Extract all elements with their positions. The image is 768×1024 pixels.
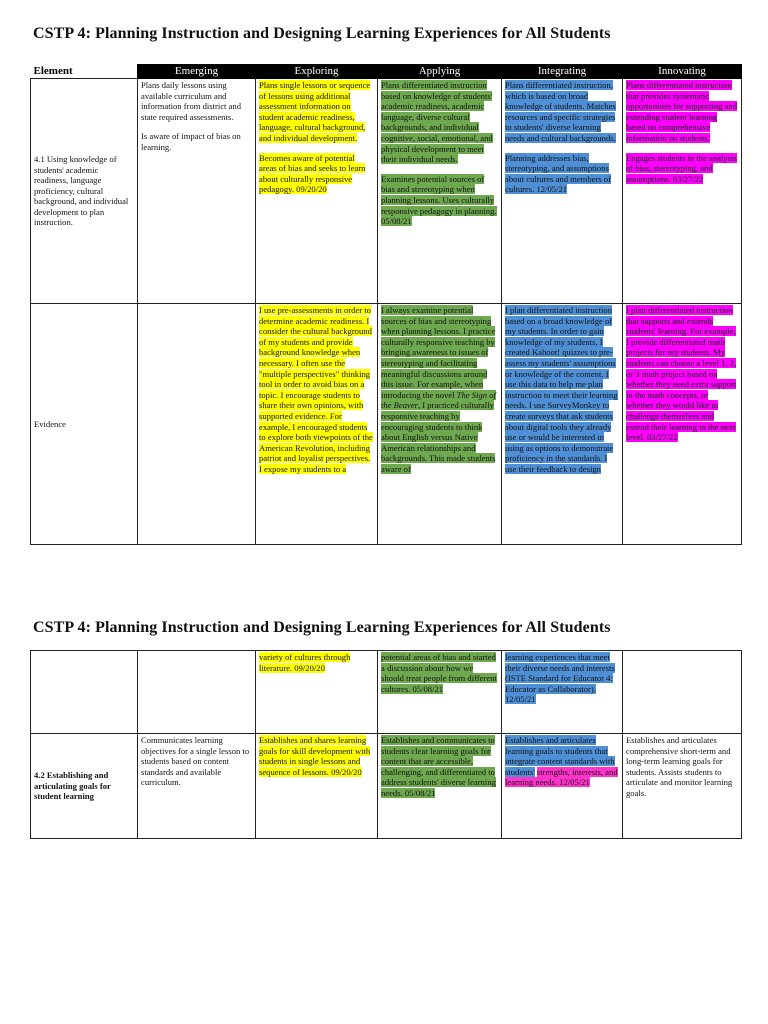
row-label-continued: [31, 651, 138, 734]
row-label-evidence: Evidence: [31, 304, 138, 545]
column-header-innovating: Innovating: [623, 65, 742, 79]
table-row-evidence-continued: [31, 651, 742, 734]
cell-applying-evidence: I always examine potential sources of bias and stereotyping when planning lessons. I practice culturally responsive teaching by bringing awareness to issues of stereotyping and facilitating meaningful discussions around this issue. For example, when introducing the novel The Sign of the Beaver, I practiced culturally responsive teaching by encouraging students to think about English versus Native American relationships and backgrounds. This made students aware of: [378, 304, 502, 545]
cell-emerging-continued: [138, 651, 256, 734]
cell-emerging-evidence: [138, 304, 256, 545]
rubric-table-1: [30, 64, 742, 545]
cell-emerging-4-1: Plans daily lessons using available curriculum and information from district and state required assessments. Is aware of impact of bias on learning.: [138, 79, 256, 304]
cell-integrating-4-1: Plans differentiated instruction, which is based on broad knowledge of students. Matches resources and specific strategies to students' diverse learning needs and cultural backgrounds. Planning addresses bias, stereotyping, and assumptions about cultures and members of cultures. 12/05/21: [502, 79, 623, 304]
cell-integrating-4-2: Establishes and articulates learning goals to students that integrate content standards with students' strengths, interests, and learning needs. 12/05/21: [502, 734, 623, 839]
cell-applying-continued: potential areas of bias and started a discussion about how we should treat people from different cultures. 05/08/21: [378, 651, 502, 734]
cell-innovating-4-1: Plans differentiated instruction that provides systematic opportunities for supporting and extending student learning based on comprehensive information on students. Engages students in the analysis of bias, stereotyping, and assumptions. 03/27/22: [623, 79, 742, 304]
row-label-4-2: 4.2 Establishing and articulating goals for student learning: [31, 734, 138, 839]
element-header: Element: [31, 65, 138, 79]
row-label-4-1: 4.1 Using knowledge of students' academic readiness, language proficiency, cultural background, and individual development to plan instruction.: [31, 79, 138, 304]
cell-applying-4-1: Plans differentiated instruction based on knowledge of students' academic readiness, academic language, diverse cultural backgrounds, and individual cognitive, social, emotional, and physical development to meet their individual needs. Examines potential sources of bias and stereotyping when planning lessons. Uses culturally responsive pedagogy in planning. 05/08/21: [378, 79, 502, 304]
cell-innovating-continued: [623, 651, 742, 734]
cell-exploring-4-1: Plans single lessons or sequence of lessons using additional assessment information on student academic readiness, language, cultural background, and individual development. Becomes aware of potential areas of bias and seeks to learn about culturally responsive pedagogy. 09/20/20: [256, 79, 378, 304]
column-header-applying: Applying: [378, 65, 502, 79]
table-row-4-2: [31, 734, 742, 839]
page-title-continued: CSTP 4: Planning Instruction and Designing Learning Experiences for All Students: [33, 619, 611, 636]
column-header-integrating: Integrating: [502, 65, 623, 79]
cell-integrating-continued: learning experiences that meet their diverse needs and interests (ISTE Standard for Educator 4: Educator as Collaborator). 12/05/21: [502, 651, 623, 734]
cell-innovating-evidence: I plan differentiated instruction that supports and extends students' learning. For example, I provide differentiated math projects for my students. My students can choose a level 1, 2, or 3 math project based on whether they need extra support in the math concepts, or whether they would like to challenge themselves and extend their learning to the next level. 03/27/22: [623, 304, 742, 545]
rubric-table-2: [30, 650, 742, 839]
cell-emerging-4-2: Communicates learning objectives for a single lesson to students based on content standards and available curriculum.: [138, 734, 256, 839]
cell-exploring-evidence: I use pre-assessments in order to determine academic readiness. I consider the cultural background of my students and provide background knowledge when necessary. I often use the "multiple perspectives" thinking tool in order to avoid bias on a topic. I encourage students to share their own opinions, with supported evidence. For example, I encouraged students to explore both viewpoints of the American Revolution, including patriot and loyalist perspectives. I expose my students to a: [256, 304, 378, 545]
cell-innovating-4-2: Establishes and articulates comprehensive short-term and long-term learning goals for students. Assists students to articulate and monitor learning goals.: [623, 734, 742, 839]
table-row-4-1: [31, 79, 742, 304]
cell-applying-4-2: Establishes and communicates to students clear learning goals for content that are accessible, challenging, and differentiated to address students' diverse learning needs. 05/08/21: [378, 734, 502, 839]
table-row-evidence: [31, 304, 742, 545]
cell-exploring-4-2: Establishes and shares learning goals for skill development with students in single lessons and sequence of lessons. 09/20/20: [256, 734, 378, 839]
page-title: CSTP 4: Planning Instruction and Designing Learning Experiences for All Students: [33, 25, 611, 42]
column-header-exploring: Exploring: [256, 65, 378, 79]
column-header-emerging: Emerging: [138, 65, 256, 79]
cell-exploring-continued: variety of cultures through literature. 09/20/20: [256, 651, 378, 734]
cell-integrating-evidence: I plan differentiated instruction based on a broad knowledge of my students. In order to gain knowledge of my students, I created Kahoot! quizzes to pre-assess my students' assumptions or knowledge of the content. I use this data to help me plan instruction to meet their learning needs. I use SurveyMonkey to create surveys that ask students about digital tools they already use or would be interested in using as options to demonstrate proficiency in the standards. I use their feedback to design: [502, 304, 623, 545]
